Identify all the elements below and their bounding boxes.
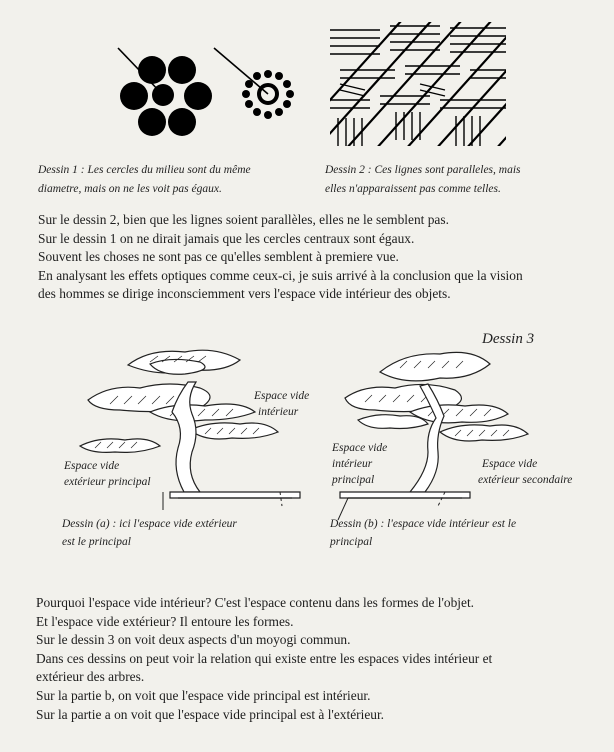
figure3-b-exterior-label-line2: extérieur secondaire — [478, 474, 573, 486]
figure3-b-caption-line1: Dessin (b) : l'espace vide intérieur est le — [330, 518, 517, 530]
figure2-caption-line1: Dessin 2 : Ces lignes sont paralleles, mais — [325, 164, 521, 176]
paragraph-1-line: En analysant les effets optiques comme ceux-ci, je suis arrivé à la conclusion que la vision — [38, 267, 523, 283]
paragraph-1-line: Souvent les choses ne sont pas ce qu'elles semblent à premiere vue. — [38, 249, 399, 265]
figure3-a-caption-line2: est le principal — [62, 536, 131, 548]
figure2-caption — [325, 161, 521, 199]
figure3-b-caption-line2: principal — [330, 536, 373, 548]
figure3-b-interior-label — [332, 440, 387, 488]
paragraph-2-line: Sur la partie a on voit que l'espace vide principal est à l'extérieur. — [36, 706, 385, 722]
figure1-caption-line1: Dessin 1 : Les cercles du milieu sont du même — [38, 164, 251, 176]
figure3-a-interior-label — [254, 388, 309, 420]
figure3-a-exterior-label — [64, 458, 151, 490]
figure3-b-exterior-label-line1: Espace vide — [482, 458, 538, 470]
paragraph-1 — [38, 211, 523, 304]
paragraph-2-line: Pourquoi l'espace vide intérieur? C'est l'espace contenu dans les formes de l'objet. — [36, 595, 475, 610]
figure3-a-interior-label-line1: Espace vide — [254, 390, 310, 402]
paragraph-1-line: des hommes se dirige inconsciemment vers l'espace vide intérieur des objets. — [38, 286, 451, 302]
figure1-small-surround — [242, 70, 294, 119]
figure3-b-interior-label-line2: intérieur — [332, 458, 373, 470]
figure2-caption-line2: elles n'apparaissent pas comme telles. — [325, 183, 501, 195]
figure3-a-caption — [62, 515, 237, 551]
paragraph-2-line: extérieur des arbres. — [36, 669, 145, 685]
paragraph-2 — [36, 594, 492, 724]
figure3-b-exterior-label — [478, 456, 572, 488]
paragraph-2-line: Dans ces dessins on peut voir la relation qui existe entre les espaces vides intérieur et — [36, 650, 493, 666]
figure3-a-interior-label-line2: intérieur — [258, 406, 299, 418]
figure3-b-interior-label-line3: principal — [332, 474, 375, 486]
figure1-large-surround — [120, 56, 212, 136]
figure3-b-interior-label-line1: Espace vide — [332, 442, 388, 454]
figure3-a-exterior-label-line2: extérieur principal — [64, 476, 151, 488]
figure1-caption — [38, 161, 251, 199]
paragraph-1-line: Sur le dessin 2, bien que les lignes soient parallèles, elles ne le semblent pas. — [38, 212, 449, 227]
figure3-a-exterior-label-line1: Espace vide — [64, 460, 120, 472]
figure3-a-caption-line1: Dessin (a) : ici l'espace vide extérieur — [62, 518, 237, 530]
figure3-b-caption — [330, 515, 516, 551]
figure1-caption-line2: diametre, mais on ne les voit pas égaux. — [38, 183, 222, 195]
figure3-title: Dessin 3 — [482, 331, 535, 347]
paragraph-2-line: Sur la partie b, on voit que l'espace vide principal est intérieur. — [36, 687, 371, 703]
paragraph-1-line: Sur le dessin 1 on ne dirait jamais que les cercles centraux sont égaux. — [38, 230, 415, 246]
paragraph-2-line: Sur le dessin 3 on voit deux aspects d'un moyogi commun. — [36, 632, 351, 648]
paragraph-2-line: Et l'espace vide extérieur? Il entoure les formes. — [36, 613, 294, 629]
